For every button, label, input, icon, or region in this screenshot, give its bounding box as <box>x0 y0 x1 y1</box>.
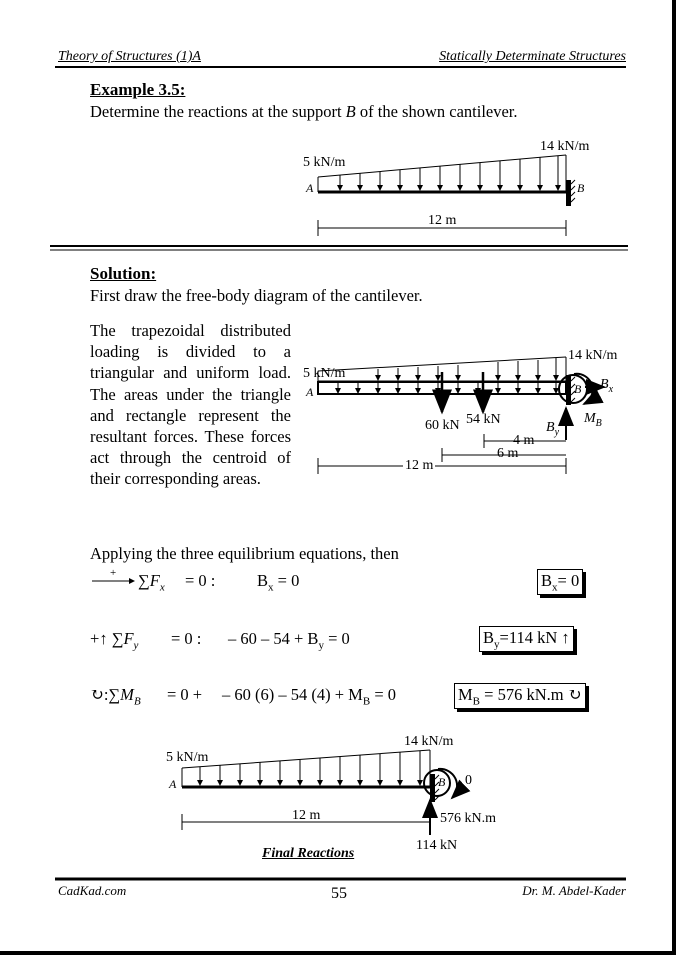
fig3-moment: 576 kN.m <box>440 811 496 826</box>
fig2-right-load: 14 kN/m <box>568 348 618 363</box>
statement-pre: Determine the reactions at the support <box>90 102 346 121</box>
example-title: Example 3.5: <box>90 80 186 99</box>
solution-paragraph: The trapezoidal distributed loading is divided to a triangular and uniform load. The areas under the triangle and rectangle represent the resultant forces. These forces act through the centroid of their corresponding areas. <box>90 321 291 489</box>
statement-var: B <box>345 102 356 121</box>
fig2-left-load: 5 kN/m <box>303 366 346 381</box>
eq3-rhs: = 0 + <box>167 685 203 704</box>
fig2-mb: $M_B$ <box>584 411 602 429</box>
fig2-force-54-label: 54 kN <box>466 412 501 427</box>
eq2-rhs: = 0 : <box>171 629 202 648</box>
fig2-dim-4: 4 m <box>513 433 535 448</box>
fig2-bx: $B_x$ <box>600 377 614 395</box>
fig1-label-a: A <box>306 181 314 195</box>
fig1-label-b: B <box>577 181 585 195</box>
solution-title: Solution: <box>90 264 157 283</box>
header-right: Statically Determinate Structures <box>439 49 626 64</box>
eq1-body: $B_x = 0$ <box>257 571 300 594</box>
fig3-span: 12 m <box>292 808 321 823</box>
figure-2 <box>318 357 604 474</box>
fig3-zero: 0 <box>465 773 472 788</box>
statement-post: of the shown cantilever. <box>355 102 518 121</box>
footer-left: CadKad.com <box>58 883 127 898</box>
footer-right: Dr. M. Abdel-Kader <box>522 883 626 898</box>
fig3-caption: Final Reactions <box>262 846 355 861</box>
fig2-label-a: A <box>306 385 314 399</box>
eq1-answer-box: $B_x= 0$ <box>537 569 583 595</box>
fig1-right-load: 14 kN/m <box>540 139 590 154</box>
fig3-label-b: B <box>438 775 446 789</box>
fig2-by: $B_y$ <box>546 420 560 438</box>
fig3-left-load: 5 kN/m <box>166 750 209 765</box>
fig2-load-line <box>318 357 566 371</box>
fig1-span: 12 m <box>428 213 457 228</box>
eq1-lhs: $\sum F_x$ <box>138 571 165 594</box>
fig3-vertical: 114 kN <box>416 838 458 853</box>
fig1-fixed-support <box>566 180 571 206</box>
eq3-answer-box: $M_B = 576$ kN.m ↻ <box>454 683 586 709</box>
fig3-label-a: A <box>169 777 177 791</box>
eq2-lhs: +↑ $\sum F_y$ <box>90 629 139 652</box>
solution-intro: First draw the free-body diagram of the cantilever. <box>90 286 423 305</box>
fig2-force-60-label: 60 kN <box>425 418 460 433</box>
eq1-rhs: = 0 : <box>185 571 216 590</box>
fig3-right-load: 14 kN/m <box>404 734 454 749</box>
eq2-body: – $60 - 54 + B_y = 0$ <box>228 629 350 652</box>
fig2-dim-12: 12 m <box>405 458 434 473</box>
fig1-load-line <box>318 155 566 177</box>
eq3-lhs: $↻:\sum M_B$ <box>90 685 141 708</box>
fig2-dim-6: 6 m <box>497 446 519 461</box>
eq1-plus: + <box>110 567 117 579</box>
eq3-body: – 60 (6) – 54 $(4) + M_B = 0$ <box>222 685 396 708</box>
fig1-load-arrows <box>340 156 558 190</box>
fig2-label-b: B <box>574 382 582 396</box>
eq2-answer-box: $B_y=114$ kN ↑ <box>479 626 574 652</box>
page-number: 55 <box>331 885 347 902</box>
fig1-left-load: 5 kN/m <box>303 155 346 170</box>
equations-intro: Applying the three equilibrium equations, then <box>90 544 399 563</box>
header-left: Theory of Structures (1)A <box>58 49 201 64</box>
